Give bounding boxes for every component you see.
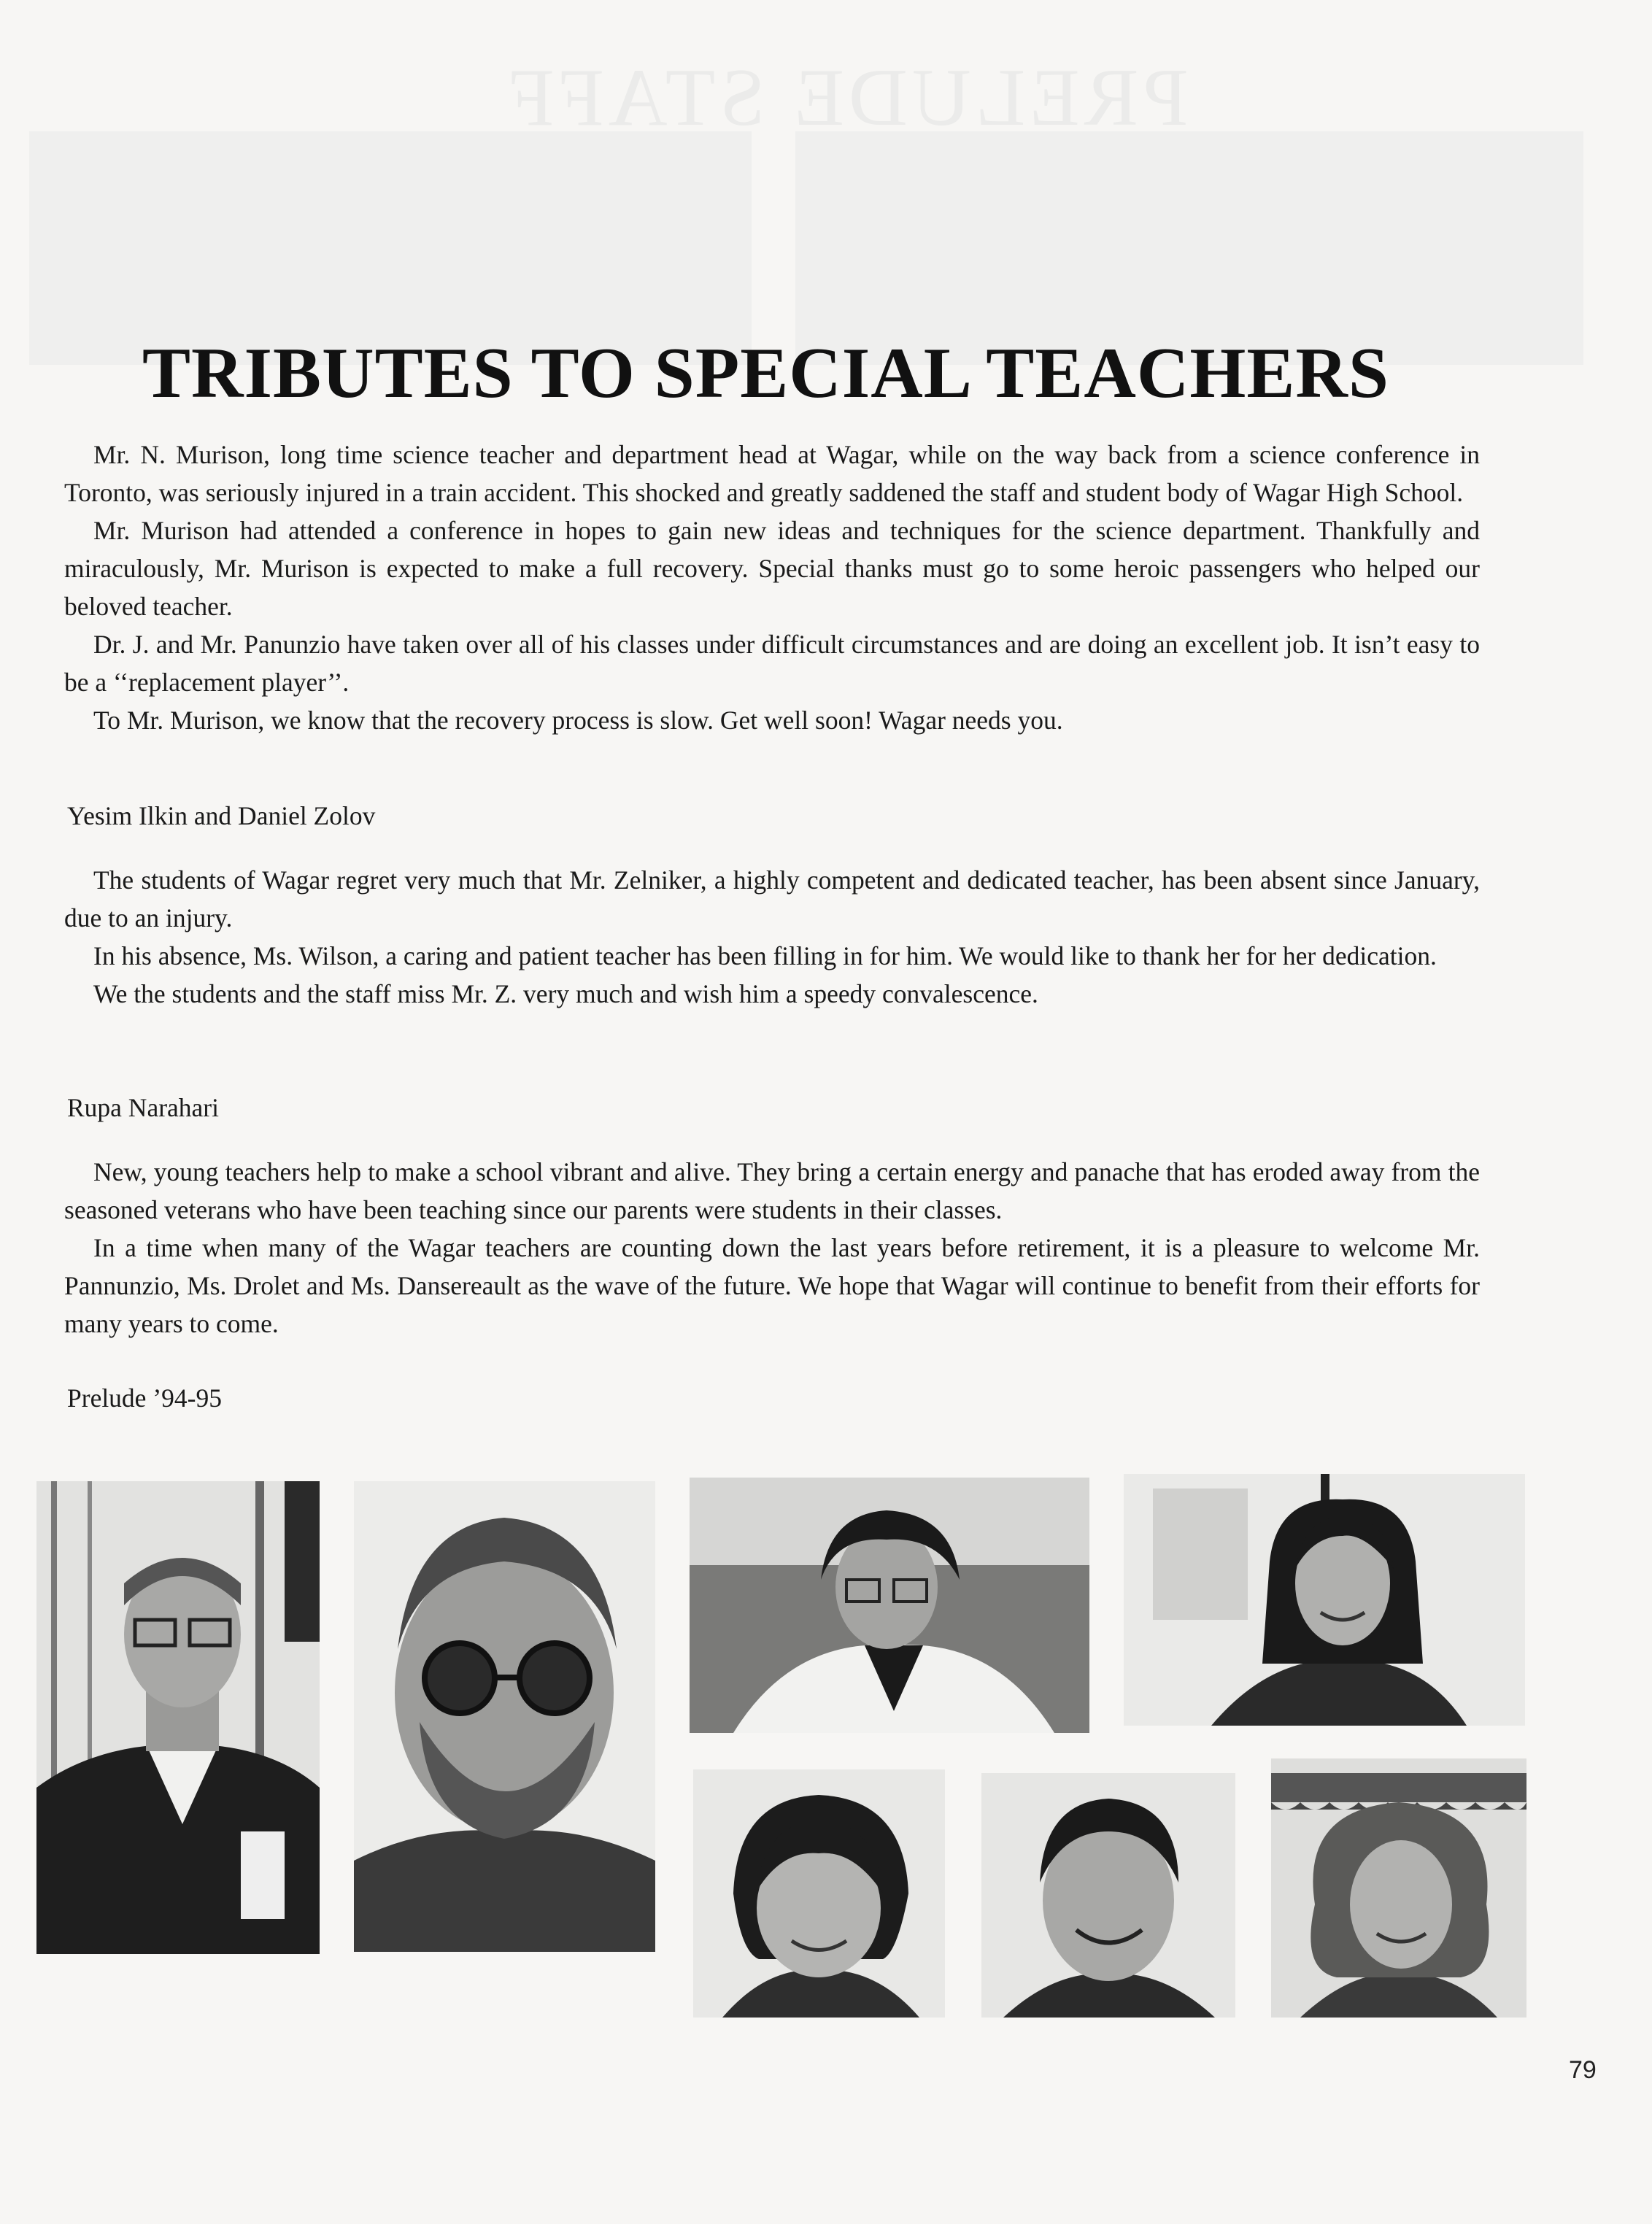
paragraph: In a time when many of the Wagar teachers are counting down the last years before retirement, it is a pleasure to welcome Mr. Pannunzio, Ms. Drolet and Ms. Dansereault as the wave of the future. We hope that Wagar will continue to benefit from their efforts for many years to come. xyxy=(64,1233,1480,1338)
show-through-photo-left xyxy=(29,131,752,365)
paragraph: Mr. N. Murison, long time science teacher and department head at Wagar, while on the way back from a science conference in Toronto, was seriously injured in a train accident. This shocked and greatly saddened the staff and student body of Wagar High School. xyxy=(64,440,1480,507)
show-through-heading: PRELUDE STAFF xyxy=(504,53,1189,143)
photo-smiling-woman-dark-hair xyxy=(1124,1474,1525,1726)
signature: Yesim Ilkin and Daniel Zolov xyxy=(67,801,376,830)
page-title: TRIBUTES TO SPECIAL TEACHERS xyxy=(142,333,1389,413)
photo-older-man-glasses xyxy=(36,1481,320,1954)
tribute-zelniker xyxy=(64,861,1480,1013)
paragraph: In his absence, Ms. Wilson, a caring and patient teacher has been filling in for him. We would like to thank her for her dedication. xyxy=(93,941,1437,970)
page-number: 79 xyxy=(1569,2056,1597,2084)
paragraph: The students of Wagar regret very much that Mr. Zelniker, a highly competent and dedicated teacher, has been absent since January, due to an injury. xyxy=(64,865,1480,933)
tribute-new-teachers xyxy=(64,1153,1480,1343)
paragraph: Mr. Murison had attended a conference in hopes to gain new ideas and techniques for the science department. Thankfully and miraculously, Mr. Murison is expected to make a full recovery. Special thanks must go to some heroic passengers who helped our beloved teacher. xyxy=(64,516,1480,621)
paragraph: To Mr. Murison, we know that the recovery process is slow. Get well soon! Wagar needs you. xyxy=(93,706,1063,735)
paragraph: New, young teachers help to make a school vibrant and alive. They bring a certain energy and panache that has eroded away from the seasoned veterans who have been teaching since our parents were students in their classes. xyxy=(64,1157,1480,1224)
photo-woman-glasses-seated xyxy=(690,1478,1089,1733)
signature: Rupa Narahari xyxy=(67,1093,219,1122)
paragraph: Dr. J. and Mr. Panunzio have taken over all of his classes under difficult circumstances and are doing an excellent job. It isn’t easy to be a ‘‘replacement player’’. xyxy=(64,630,1480,697)
tribute-murison xyxy=(64,436,1480,739)
photo-smiling-woman-bob xyxy=(693,1769,945,2018)
photo-bearded-man-round-glasses xyxy=(354,1481,655,1952)
paragraph: We the students and the staff miss Mr. Z. very much and wish him a speedy convalescence. xyxy=(93,979,1038,1008)
photo-woman-curly-hair xyxy=(1271,1758,1526,2018)
photo-smiling-young-man xyxy=(981,1773,1235,2018)
signature: Prelude ’94-95 xyxy=(67,1383,222,1413)
show-through-photo-right xyxy=(795,131,1583,365)
